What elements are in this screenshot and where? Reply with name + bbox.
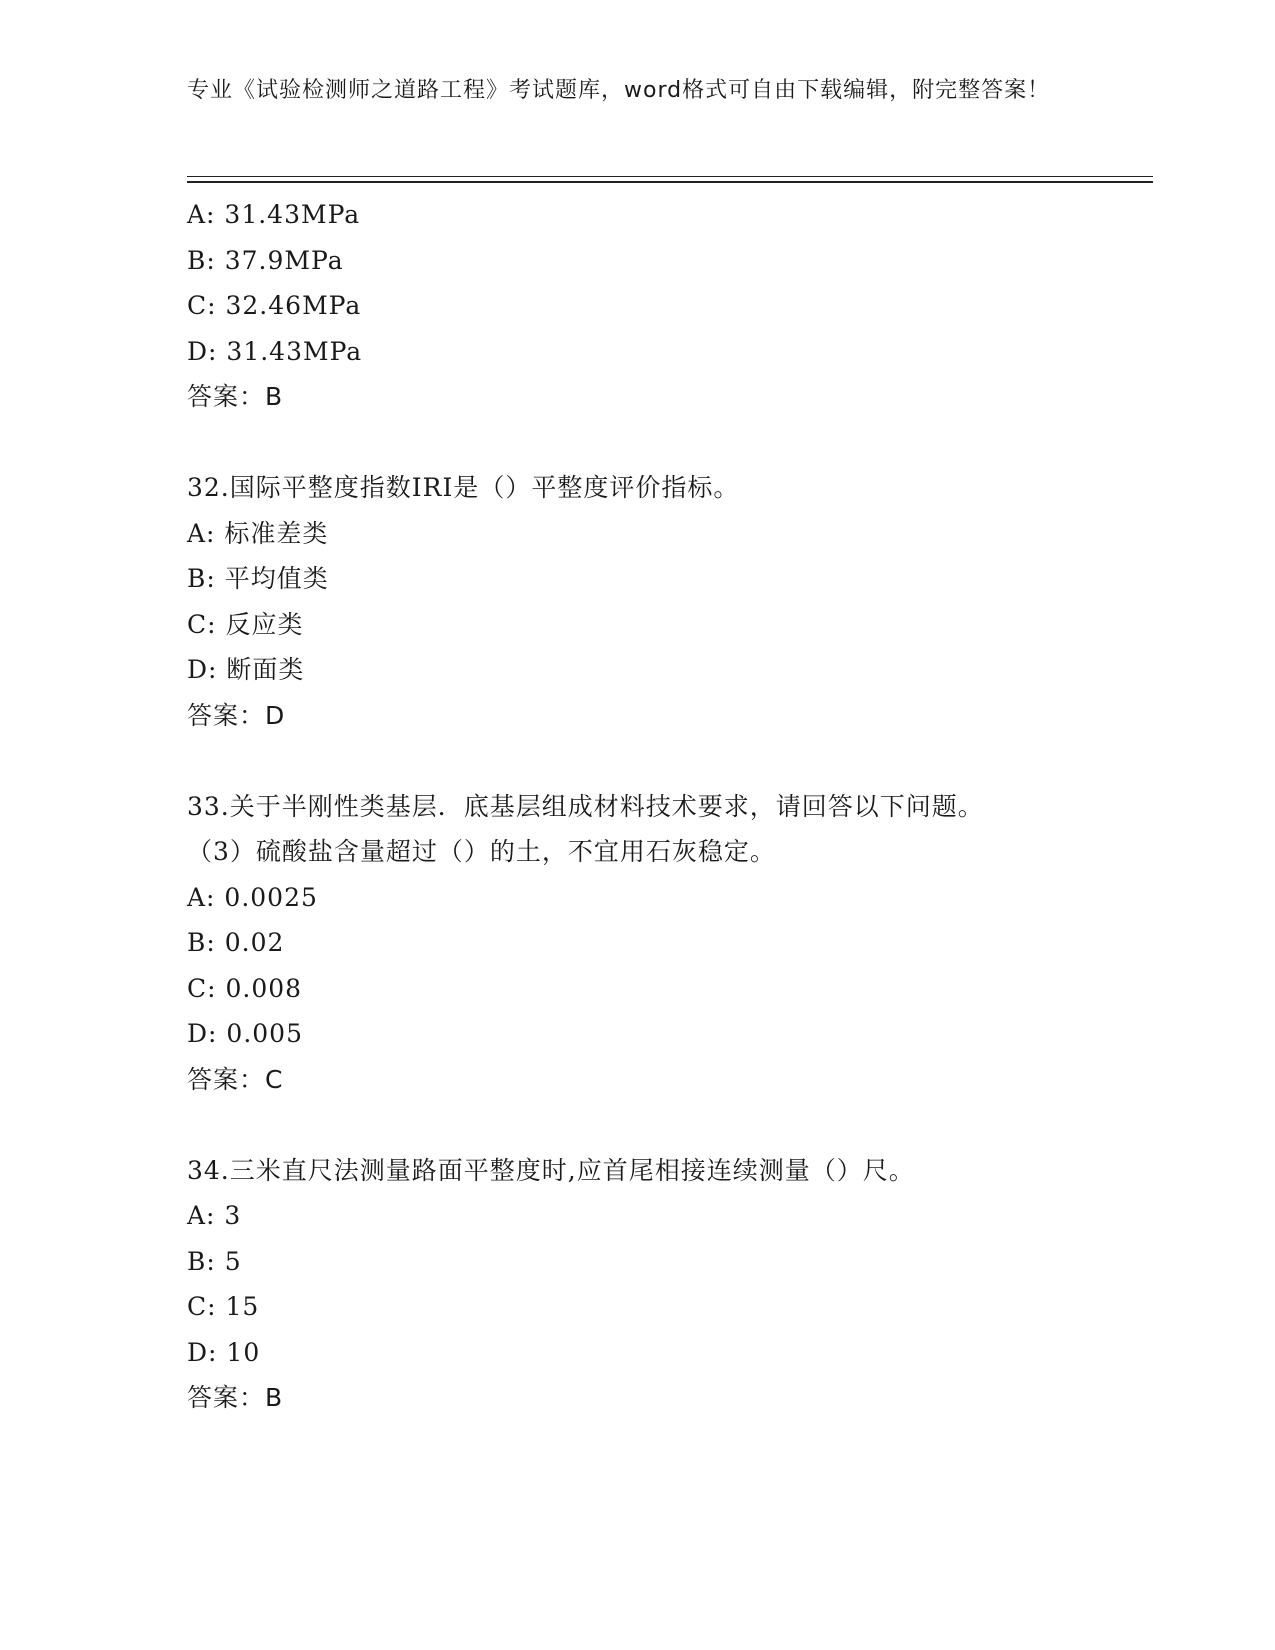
header-divider-thin — [187, 176, 1153, 177]
option-b: B: 0.02 — [187, 928, 285, 957]
answer-line: 答案：D — [187, 700, 286, 730]
option-a: A: 3 — [187, 1201, 242, 1230]
question-block-32 — [187, 465, 1153, 738]
answer-line: 答案：C — [187, 1064, 284, 1094]
question-subtext: （3）硫酸盐含量超过（）的土，不宜用石灰稳定。 — [187, 837, 776, 866]
option-a: A: 标准差类 — [187, 518, 329, 548]
option-b: B: 平均值类 — [187, 564, 329, 593]
option-d: D: 0.005 — [187, 1019, 303, 1048]
option-d: D: 断面类 — [187, 655, 305, 684]
option-b: B: 5 — [187, 1246, 242, 1276]
question-text: 33.关于半刚性类基层．底基层组成材料技术要求，请回答以下问题。 — [187, 791, 984, 821]
question-list — [187, 192, 1153, 1421]
question-text: 34.三米直尺法测量路面平整度时,应首尾相接连续测量（）尺。 — [187, 1155, 915, 1185]
document-header: 专业《试验检测师之道路工程》考试题库，word格式可自由下载编辑，附完整答案！ — [187, 78, 1051, 103]
option-c: C: 15 — [187, 1292, 260, 1321]
question-text: 32.国际平整度指数IRI是（）平整度评价指标。 — [187, 473, 740, 502]
header-divider-thick — [187, 181, 1153, 183]
option-c: C: 0.008 — [187, 973, 303, 1003]
question-block-34 — [187, 1148, 1153, 1421]
option-d: D: 10 — [187, 1337, 261, 1367]
answer-line: 答案：B — [187, 1383, 284, 1412]
option-c: C: 反应类 — [187, 609, 304, 639]
option-d: D: 31.43MPa — [187, 336, 363, 366]
option-c: C: 32.46MPa — [187, 291, 362, 320]
option-a: A: 0.0025 — [187, 882, 318, 912]
question-block-31 — [187, 192, 1153, 420]
option-b: B: 37.9MPa — [187, 245, 344, 275]
answer-line: 答案：B — [187, 382, 284, 411]
option-a: A: 31.43MPa — [187, 200, 361, 229]
question-block-33 — [187, 784, 1153, 1103]
